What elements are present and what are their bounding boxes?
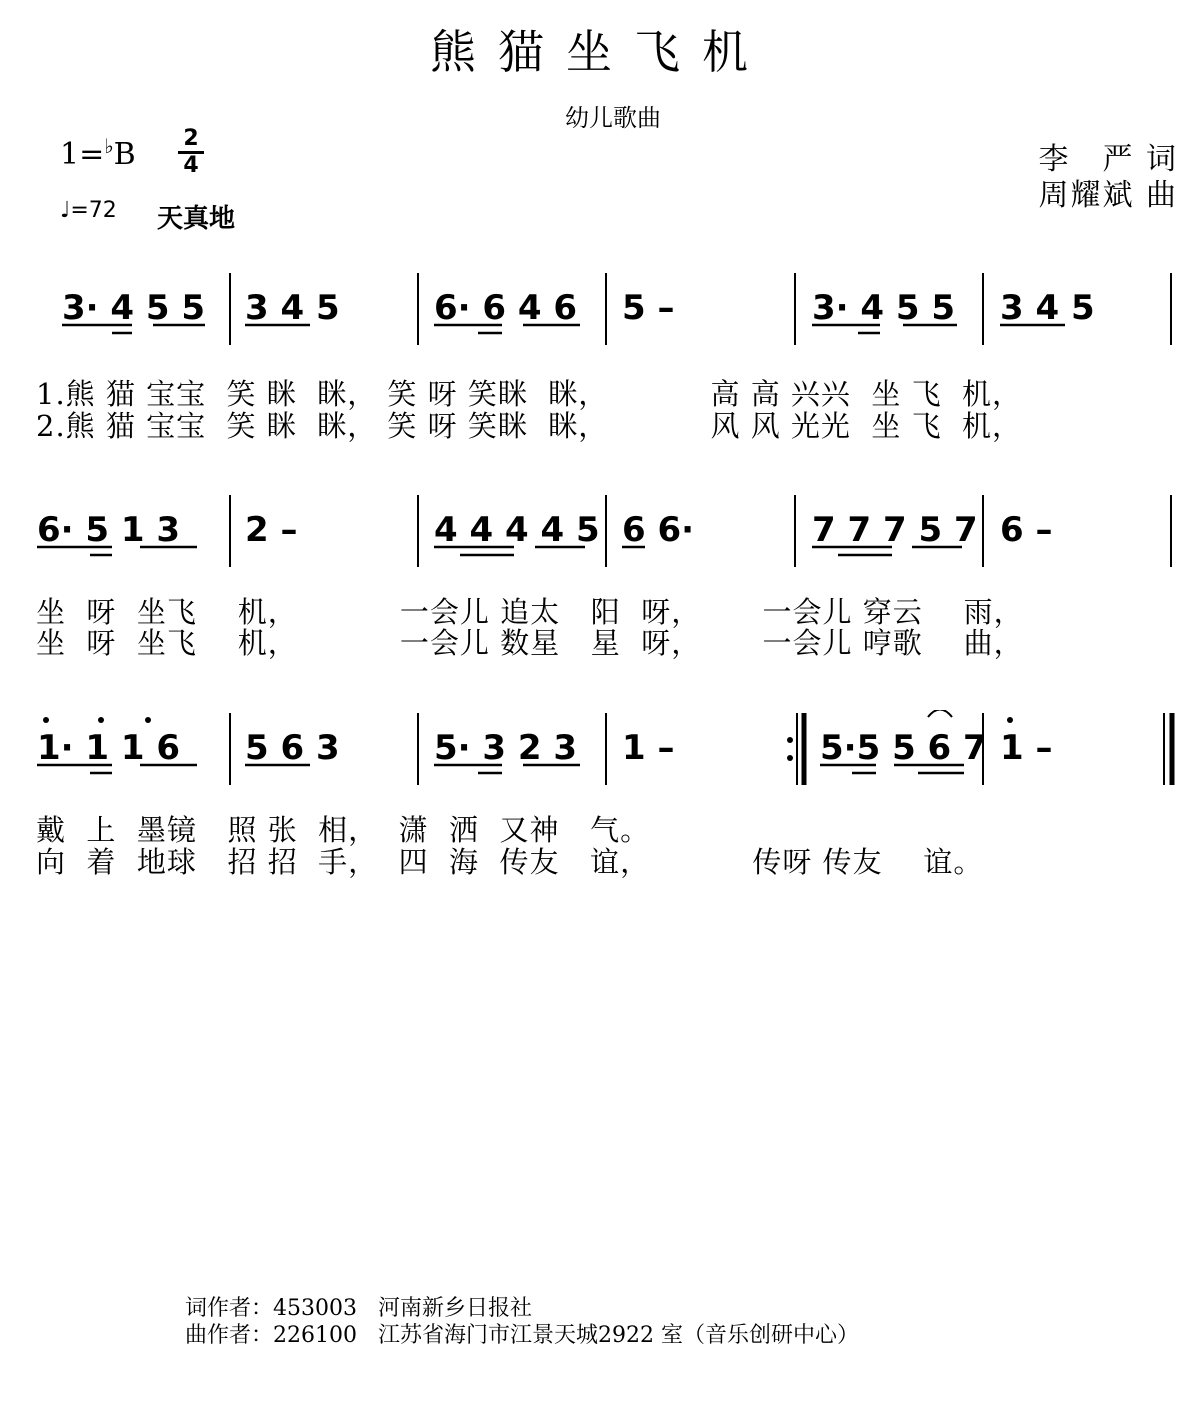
- flat-sign: ♭: [104, 134, 114, 158]
- measure-10: 6 6·: [622, 510, 695, 550]
- measure-11: 7 7 7 5 7: [812, 510, 978, 550]
- expression-marking: 天真地: [157, 204, 236, 234]
- tempo-marking: ♩=72: [60, 198, 117, 223]
- lyrics-verse-2-line-2: 坐 呀 坐飞 机， 一会儿 数星 星 呀， 一会儿 哼歌 曲，: [36, 626, 1024, 660]
- footer-composer-address: 曲作者：226100 江苏省海门市江景天城2922 室（音乐创研中心）: [185, 1323, 859, 1348]
- lyrics-verse-1-line-3: 戴 上 墨镜 照 张 相， 潇 洒 又神 气。: [36, 813, 651, 847]
- lyricist-credit: 李 严 词: [1038, 142, 1178, 177]
- measure-17: 5·5 5 6 7: [820, 728, 987, 768]
- key-note: B: [113, 137, 136, 172]
- composer-credit: 周耀斌 曲: [1038, 178, 1178, 213]
- measure-6: 3 4 5: [1000, 288, 1095, 328]
- measure-13: 1· 1 1 6: [37, 728, 181, 768]
- measure-2: 3 4 5: [245, 288, 340, 328]
- time-signature-bottom: 4: [183, 153, 199, 178]
- measure-5: 3· 4 5 5: [812, 288, 956, 328]
- measure-16: 1 –: [622, 728, 675, 768]
- key-signature: [60, 134, 136, 172]
- measure-1: 3· 4 5 5: [62, 288, 206, 328]
- footer-lyricist-address: 词作者：453003 河南新乡日报社: [185, 1296, 532, 1321]
- measure-12: 6 –: [1000, 510, 1053, 550]
- lyrics-verse-1-line-1: 1.熊 猫 宝宝 笑 眯 眯， 笑 呀 笑眯 眯， 高 高 兴兴 坐 飞 机，: [36, 377, 1022, 411]
- lyrics-verse-2-line-3: 向 着 地球 招 招 手， 四 海 传友 谊， 传呀 传友 谊。: [36, 845, 984, 879]
- time-signature-top: 2: [183, 126, 199, 151]
- measure-9: 4 4 4 4 5: [434, 510, 600, 550]
- measure-8: 2 –: [245, 510, 298, 550]
- measure-18: 1 –: [1000, 728, 1053, 768]
- staff-system-2: [0, 492, 1200, 592]
- time-signature: [178, 128, 204, 177]
- lyrics-verse-2-line-1: 2.熊 猫 宝宝 笑 眯 眯， 笑 呀 笑眯 眯， 风 风 光光 坐 飞 机，: [36, 409, 1022, 443]
- song-title: 熊猫坐飞机: [430, 25, 770, 79]
- measure-14: 5 6 3: [245, 728, 340, 768]
- lyrics-verse-1-line-2: 坐 呀 坐飞 机， 一会儿 追太 阳 呀， 一会儿 穿云 雨，: [36, 595, 1024, 629]
- staff-system-1: [0, 270, 1200, 370]
- measure-15: 5· 3 2 3: [434, 728, 578, 768]
- measure-7: 6· 5 1 3: [37, 510, 181, 550]
- key-prefix: 1=: [60, 137, 105, 172]
- song-subtitle: 幼儿歌曲: [565, 104, 661, 132]
- measure-3: 6· 6 4 6: [434, 288, 578, 328]
- staff-system-3: [0, 710, 1200, 810]
- measure-4: 5 –: [622, 288, 675, 328]
